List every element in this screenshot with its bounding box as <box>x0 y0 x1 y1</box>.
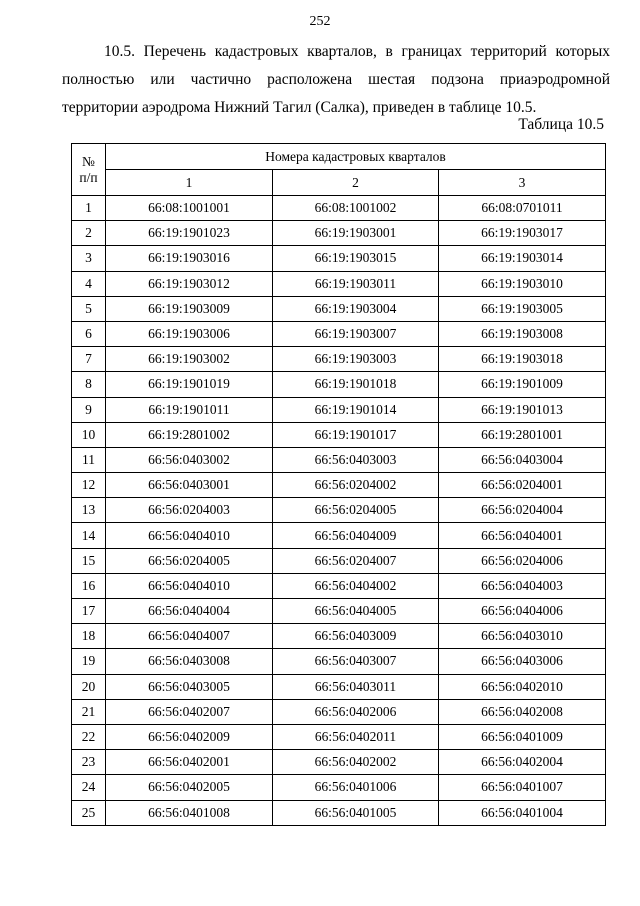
table-body <box>72 196 606 826</box>
cadastral-number-cell: 66:56:0404007 <box>106 624 273 649</box>
cadastral-number-cell: 66:56:0204007 <box>273 548 439 573</box>
table-caption: Таблица 10.5 <box>518 116 604 133</box>
table-row <box>72 296 606 321</box>
cadastral-number-cell: 66:19:1901014 <box>273 397 439 422</box>
table-row <box>72 221 606 246</box>
row-number-header-line2: п/п <box>79 169 98 185</box>
table-row <box>72 649 606 674</box>
table-row <box>72 548 606 573</box>
table-row <box>72 800 606 825</box>
row-number-cell: 3 <box>72 246 106 271</box>
cadastral-number-cell: 66:56:0401004 <box>439 800 606 825</box>
cadastral-number-cell: 66:19:1901019 <box>106 372 273 397</box>
cadastral-number-cell: 66:56:0204004 <box>439 498 606 523</box>
page-number: 252 <box>309 14 331 29</box>
cadastral-number-cell: 66:56:0403011 <box>273 674 439 699</box>
row-number-cell: 17 <box>72 599 106 624</box>
cadastral-number-cell: 66:56:0402004 <box>439 750 606 775</box>
cadastral-number-cell: 66:56:0402007 <box>106 699 273 724</box>
cadastral-number-cell: 66:19:1901023 <box>106 221 273 246</box>
table-row <box>72 397 606 422</box>
cadastral-number-cell: 66:19:1903005 <box>439 296 606 321</box>
cadastral-number-cell: 66:19:1903006 <box>106 321 273 346</box>
cadastral-number-cell: 66:56:0401009 <box>439 724 606 749</box>
cadastral-number-cell: 66:56:0404005 <box>273 599 439 624</box>
cadastral-number-cell: 66:56:0401008 <box>106 800 273 825</box>
row-number-cell: 22 <box>72 724 106 749</box>
cadastral-number-cell: 66:08:1001002 <box>273 196 439 221</box>
row-number-cell: 19 <box>72 649 106 674</box>
cadastral-number-cell: 66:19:1903003 <box>273 347 439 372</box>
table-row <box>72 498 606 523</box>
cadastral-number-cell: 66:56:0402008 <box>439 699 606 724</box>
cadastral-number-cell: 66:56:0403007 <box>273 649 439 674</box>
row-number-cell: 4 <box>72 271 106 296</box>
cadastral-number-cell: 66:19:1903015 <box>273 246 439 271</box>
table-row <box>72 599 606 624</box>
row-number-cell: 13 <box>72 498 106 523</box>
cadastral-number-cell: 66:56:0403006 <box>439 649 606 674</box>
cadastral-number-cell: 66:56:0404010 <box>106 523 273 548</box>
cadastral-number-cell: 66:08:1001001 <box>106 196 273 221</box>
row-number-cell: 10 <box>72 422 106 447</box>
column-header-1: 1 <box>106 170 273 196</box>
table-row <box>72 347 606 372</box>
cadastral-number-cell: 66:19:1903004 <box>273 296 439 321</box>
column-header-3: 3 <box>439 170 606 196</box>
table-row <box>72 321 606 346</box>
table-row <box>72 372 606 397</box>
table-row <box>72 775 606 800</box>
table-row <box>72 196 606 221</box>
cadastral-number-cell: 66:56:0402006 <box>273 699 439 724</box>
cadastral-number-cell: 66:19:2801001 <box>439 422 606 447</box>
row-number-cell: 15 <box>72 548 106 573</box>
row-number-cell: 11 <box>72 447 106 472</box>
cadastral-number-cell: 66:56:0402001 <box>106 750 273 775</box>
cadastral-number-cell: 66:56:0404009 <box>273 523 439 548</box>
cadastral-number-cell: 66:56:0204006 <box>439 548 606 573</box>
table-row <box>72 447 606 472</box>
cadastral-number-cell: 66:56:0403005 <box>106 674 273 699</box>
cadastral-number-cell: 66:56:0404010 <box>106 573 273 598</box>
row-number-cell: 21 <box>72 699 106 724</box>
table-row <box>72 271 606 296</box>
cadastral-number-cell: 66:56:0204005 <box>273 498 439 523</box>
cadastral-number-cell: 66:19:1901018 <box>273 372 439 397</box>
cadastral-number-cell: 66:19:1903016 <box>106 246 273 271</box>
row-number-cell: 12 <box>72 473 106 498</box>
cadastral-number-cell: 66:19:1903010 <box>439 271 606 296</box>
cadastral-number-cell: 66:19:1901009 <box>439 372 606 397</box>
row-number-cell: 18 <box>72 624 106 649</box>
row-number-cell: 2 <box>72 221 106 246</box>
row-number-cell: 8 <box>72 372 106 397</box>
cadastral-number-cell: 66:19:1901013 <box>439 397 606 422</box>
row-number-header-line1: № <box>82 153 95 169</box>
cadastral-number-cell: 66:19:1903018 <box>439 347 606 372</box>
cadastral-number-cell: 66:56:0404003 <box>439 573 606 598</box>
cadastral-number-cell: 66:56:0402005 <box>106 775 273 800</box>
row-number-cell: 24 <box>72 775 106 800</box>
row-number-cell: 6 <box>72 321 106 346</box>
row-number-cell: 20 <box>72 674 106 699</box>
intro-paragraph: 10.5. Перечень кадастровых кварталов, в границах территорий которых полностью или частично расположена шестая подзона приаэродромной территории аэродрома Нижний Тагил (Салка), приведен в таблице 10.5. <box>62 43 610 116</box>
group-header: Номера кадастровых кварталов <box>106 144 606 170</box>
cadastral-number-cell: 66:56:0401005 <box>273 800 439 825</box>
row-number-cell: 9 <box>72 397 106 422</box>
row-number-cell: 5 <box>72 296 106 321</box>
cadastral-quarters-table <box>71 143 606 826</box>
row-number-cell: 25 <box>72 800 106 825</box>
table-row <box>72 573 606 598</box>
row-number-header <box>72 144 106 196</box>
table-row <box>72 246 606 271</box>
row-number-cell: 7 <box>72 347 106 372</box>
row-number-cell: 1 <box>72 196 106 221</box>
cadastral-number-cell: 66:56:0403010 <box>439 624 606 649</box>
cadastral-number-cell: 66:56:0401007 <box>439 775 606 800</box>
cadastral-number-cell: 66:56:0404001 <box>439 523 606 548</box>
cadastral-number-cell: 66:19:1903017 <box>439 221 606 246</box>
table-row <box>72 473 606 498</box>
cadastral-number-cell: 66:56:0204001 <box>439 473 606 498</box>
cadastral-number-cell: 66:56:0204005 <box>106 548 273 573</box>
cadastral-number-cell: 66:19:1903007 <box>273 321 439 346</box>
cadastral-number-cell: 66:19:1903012 <box>106 271 273 296</box>
cadastral-number-cell: 66:19:1901017 <box>273 422 439 447</box>
cadastral-number-cell: 66:56:0403008 <box>106 649 273 674</box>
table-row <box>72 523 606 548</box>
cadastral-number-cell: 66:56:0402009 <box>106 724 273 749</box>
row-number-cell: 23 <box>72 750 106 775</box>
cadastral-number-cell: 66:56:0403001 <box>106 473 273 498</box>
cadastral-number-cell: 66:56:0402010 <box>439 674 606 699</box>
table-row <box>72 674 606 699</box>
row-number-cell: 14 <box>72 523 106 548</box>
cadastral-number-cell: 66:56:0404002 <box>273 573 439 598</box>
cadastral-number-cell: 66:56:0404006 <box>439 599 606 624</box>
column-header-2: 2 <box>273 170 439 196</box>
cadastral-number-cell: 66:19:1903002 <box>106 347 273 372</box>
cadastral-number-cell: 66:08:0701011 <box>439 196 606 221</box>
cadastral-number-cell: 66:19:1903008 <box>439 321 606 346</box>
cadastral-number-cell: 66:56:0403003 <box>273 447 439 472</box>
cadastral-number-cell: 66:56:0204003 <box>106 498 273 523</box>
cadastral-number-cell: 66:56:0401006 <box>273 775 439 800</box>
row-number-cell: 16 <box>72 573 106 598</box>
cadastral-number-cell: 66:56:0204002 <box>273 473 439 498</box>
cadastral-number-cell: 66:56:0402011 <box>273 724 439 749</box>
cadastral-number-cell: 66:19:1903001 <box>273 221 439 246</box>
cadastral-number-cell: 66:19:1901011 <box>106 397 273 422</box>
cadastral-number-cell: 66:19:1903009 <box>106 296 273 321</box>
cadastral-number-cell: 66:19:2801002 <box>106 422 273 447</box>
cadastral-number-cell: 66:56:0402002 <box>273 750 439 775</box>
table-row <box>72 624 606 649</box>
cadastral-number-cell: 66:56:0403002 <box>106 447 273 472</box>
cadastral-number-cell: 66:19:1903011 <box>273 271 439 296</box>
cadastral-number-cell: 66:56:0404004 <box>106 599 273 624</box>
table-row <box>72 422 606 447</box>
cadastral-number-cell: 66:19:1903014 <box>439 246 606 271</box>
cadastral-number-cell: 66:56:0403004 <box>439 447 606 472</box>
table-row <box>72 750 606 775</box>
table-row <box>72 724 606 749</box>
cadastral-number-cell: 66:56:0403009 <box>273 624 439 649</box>
table-row <box>72 699 606 724</box>
